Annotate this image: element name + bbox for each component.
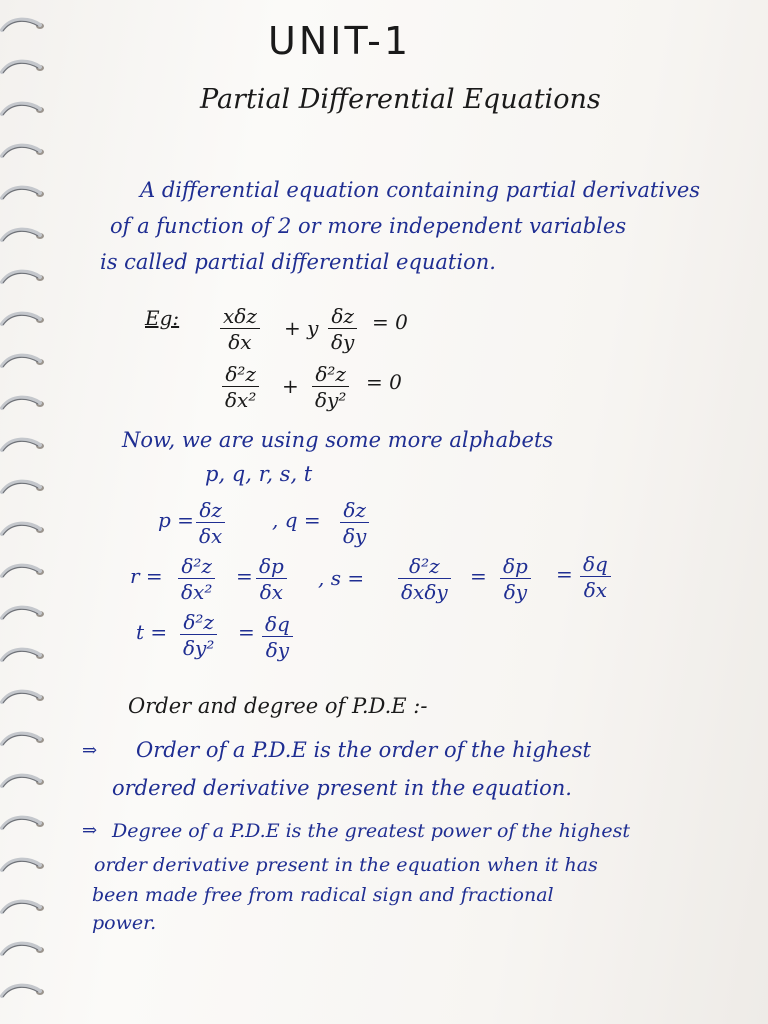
spiral-coil	[2, 482, 44, 493]
degree-line-3: been made free from radical sign and fractional	[92, 884, 554, 906]
order-line-2: ordered derivative present in the equation.	[112, 776, 572, 800]
q-fraction: δz δy	[340, 500, 369, 546]
definition-line-2: of a function of 2 or more independent variables	[110, 214, 627, 238]
example-1-term-2: δz δy	[328, 306, 357, 352]
s-label: , s =	[318, 566, 365, 590]
q-label: , q =	[272, 508, 321, 532]
spiral-coil	[2, 272, 44, 283]
spiral-coil	[2, 440, 44, 451]
example-2-plus: +	[282, 374, 299, 398]
spiral-coil	[2, 566, 44, 577]
t-label: t =	[136, 620, 168, 644]
notation-line-1: Now, we are using some more alphabets	[122, 428, 554, 452]
page-subtitle: Partial Differential Equations	[200, 84, 601, 115]
definition-line-3: is called partial differential equation.	[100, 250, 496, 274]
spiral-coil	[2, 62, 44, 73]
p-fraction: δz δx	[196, 500, 225, 546]
degree-line-2: order derivative present in the equation when it has	[94, 854, 598, 876]
spiral-coil	[2, 188, 44, 199]
s-equals-1: =	[470, 564, 487, 588]
r-equals: =	[236, 564, 253, 588]
r-fraction-1: δ²z δx²	[178, 556, 215, 602]
spiral-coil	[2, 230, 44, 241]
spiral-coil	[2, 818, 44, 829]
spiral-coil	[2, 20, 44, 31]
t-fraction-2: δq δy	[262, 614, 293, 660]
example-1-plus: + y	[284, 316, 319, 340]
spiral-coil	[2, 146, 44, 157]
order-degree-heading: Order and degree of P.D.E :-	[128, 694, 428, 718]
double-arrow-bullet-icon: ⇒	[82, 820, 98, 841]
notation-line-2: p, q, r, s, t	[205, 462, 313, 486]
degree-line-1: Degree of a P.D.E is the greatest power of the highest	[112, 820, 630, 842]
spiral-coil	[2, 734, 44, 745]
order-line-1: Order of a P.D.E is the order of the highest	[136, 738, 591, 762]
s-fraction-2: δp δy	[500, 556, 531, 602]
spiral-coil	[2, 692, 44, 703]
example-1-term-1: xδz δx	[220, 306, 260, 352]
spiral-coil	[2, 524, 44, 535]
spiral-coil	[2, 356, 44, 367]
page-title: UNIT-1	[268, 19, 412, 63]
spiral-binding-icon	[0, 0, 60, 1024]
spiral-coil	[2, 314, 44, 325]
definition-line-1: A differential equation containing partial derivatives	[140, 178, 701, 202]
s-equals-2: =	[556, 562, 573, 586]
spiral-coil	[2, 944, 44, 955]
spiral-coil	[2, 650, 44, 661]
spiral-coil	[2, 860, 44, 871]
example-2-term-1: δ²z δx²	[222, 364, 259, 410]
r-fraction-2: δp δx	[256, 556, 287, 602]
spiral-coil	[2, 608, 44, 619]
spiral-coil	[2, 104, 44, 115]
t-equals: =	[238, 620, 255, 644]
double-arrow-bullet-icon: ⇒	[82, 740, 98, 761]
example-2-term-2: δ²z δy²	[312, 364, 349, 410]
degree-line-4: power.	[92, 912, 157, 934]
spiral-coil	[2, 986, 44, 997]
spiral-coil	[2, 398, 44, 409]
r-label: r =	[130, 564, 163, 588]
example-1-rhs: = 0	[372, 310, 408, 334]
s-fraction-1: δ²z δxδy	[398, 556, 451, 602]
s-fraction-3: δq δx	[580, 554, 611, 600]
spiral-coil	[2, 902, 44, 913]
example-2-rhs: = 0	[366, 370, 402, 394]
spiral-coil	[2, 776, 44, 787]
example-label: Eg:	[145, 306, 180, 330]
p-label: p =	[158, 508, 194, 532]
t-fraction-1: δ²z δy²	[180, 612, 217, 658]
